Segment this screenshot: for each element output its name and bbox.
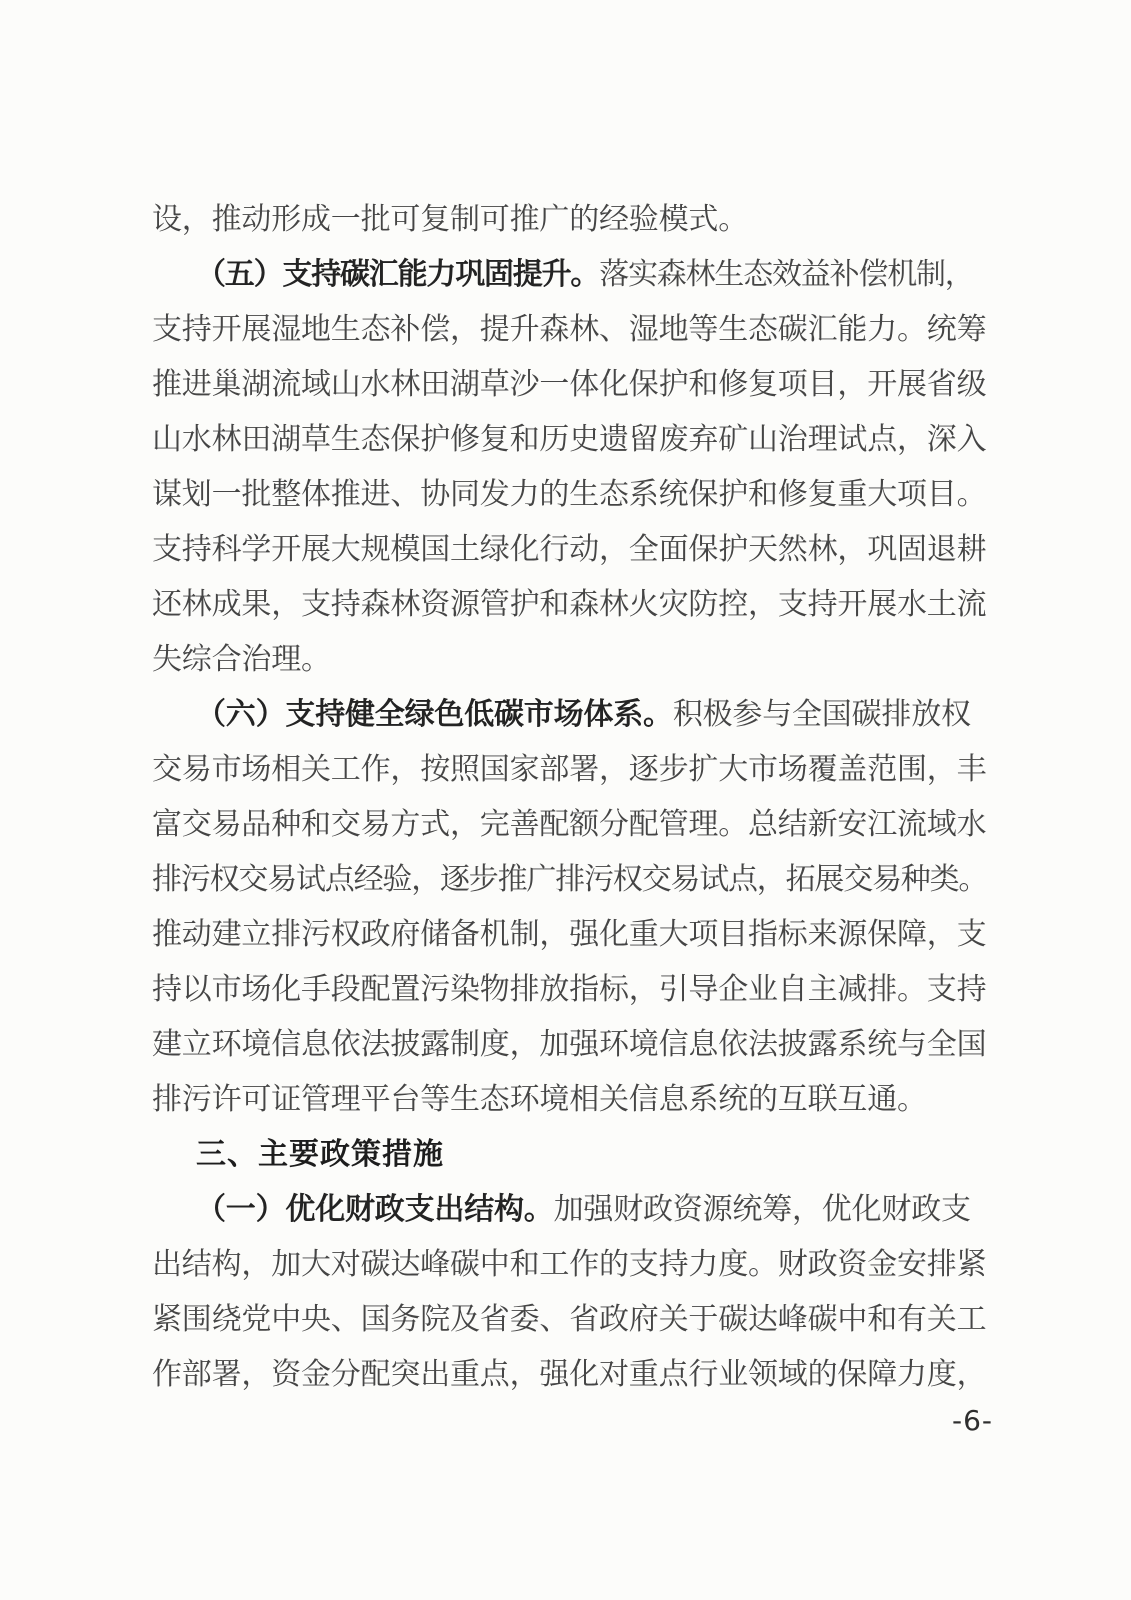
paragraph-heading-bold: （一）优化财政支出结构。 — [196, 1192, 554, 1227]
paragraph-heading-bold: （五）支持碳汇能力巩固提升。 — [196, 257, 600, 292]
text-line — [152, 1347, 988, 1402]
text-line — [152, 962, 988, 1017]
body-text: 谋划一批整体推进、协同发力的生态系统保护和修复重大项目。 — [152, 477, 987, 512]
text-line — [152, 192, 988, 247]
body-text: 推进巢湖流域山水林田湖草沙一体化保护和修复项目，开展省级 — [152, 367, 987, 402]
body-text: 持以市场化手段配置污染物排放指标，引导企业自主减排。支持 — [152, 972, 987, 1007]
body-text: 支持科学开展大规模国土绿化行动，全面保护天然林，巩固退耕 — [152, 532, 987, 567]
text-line — [152, 357, 988, 412]
text-line — [152, 1182, 988, 1237]
text-line — [152, 1292, 988, 1347]
body-text: 推动建立排污权政府储备机制，强化重大项目指标来源保障，支 — [152, 917, 987, 952]
text-line — [152, 797, 988, 852]
text-line — [152, 247, 988, 302]
text-line — [152, 302, 988, 357]
body-text: 失综合治理。 — [152, 642, 331, 677]
text-line — [152, 412, 988, 467]
body-text: 出结构，加大对碳达峰碳中和工作的支持力度。财政资金安排紧 — [152, 1247, 987, 1282]
text-line — [152, 1072, 988, 1127]
text-line — [152, 632, 988, 687]
body-text: 作部署，资金分配突出重点，强化对重点行业领域的保障力度， — [152, 1357, 987, 1392]
body-text: 加强财政资源统筹，优化财政支 — [553, 1192, 971, 1227]
body-text: 设，推动形成一批可复制可推广的经验模式。 — [152, 202, 748, 237]
text-line — [152, 907, 988, 962]
body-text: 积极参与全国碳排放权 — [672, 697, 971, 732]
body-text: 山水林田湖草生态保护修复和历史遗留废弃矿山治理试点，深入 — [152, 422, 987, 457]
body-text: 建立环境信息依法披露制度，加强环境信息依法披露系统与全国 — [152, 1027, 987, 1062]
body-text: 交易市场相关工作，按照国家部署，逐步扩大市场覆盖范围，丰 — [152, 752, 987, 787]
section-heading: 三、主要政策措施 — [196, 1137, 444, 1172]
body-text: 紧围绕党中央、国务院及省委、省政府关于碳达峰碳中和有关工 — [152, 1302, 987, 1337]
text-line — [152, 1017, 988, 1072]
document-text-block — [152, 192, 988, 1402]
paragraph-heading-bold: （六）支持健全绿色低碳市场体系。 — [196, 697, 673, 732]
text-line — [152, 852, 988, 907]
text-line — [152, 577, 988, 632]
body-text: 还林成果，支持森林资源管护和森林火灾防控，支持开展水土流 — [152, 587, 987, 622]
text-line — [152, 1127, 988, 1182]
text-line — [152, 687, 988, 742]
body-text: 落实森林生态效益补偿机制， — [599, 257, 974, 292]
text-line — [152, 522, 988, 577]
text-line — [152, 1237, 988, 1292]
text-line — [152, 742, 988, 797]
body-text: 富交易品种和交易方式，完善配额分配管理。总结新安江流域水 — [152, 807, 987, 842]
body-text: 排污权交易试点经验，逐步推广排污权交易试点，拓展交易种类。 — [152, 862, 988, 897]
body-text: 排污许可证管理平台等生态环境相关信息系统的互联互通。 — [152, 1082, 927, 1117]
page-number: -6- — [951, 1404, 993, 1437]
body-text: 支持开展湿地生态补偿，提升森林、湿地等生态碳汇能力。统筹 — [152, 312, 987, 347]
text-line — [152, 467, 988, 522]
